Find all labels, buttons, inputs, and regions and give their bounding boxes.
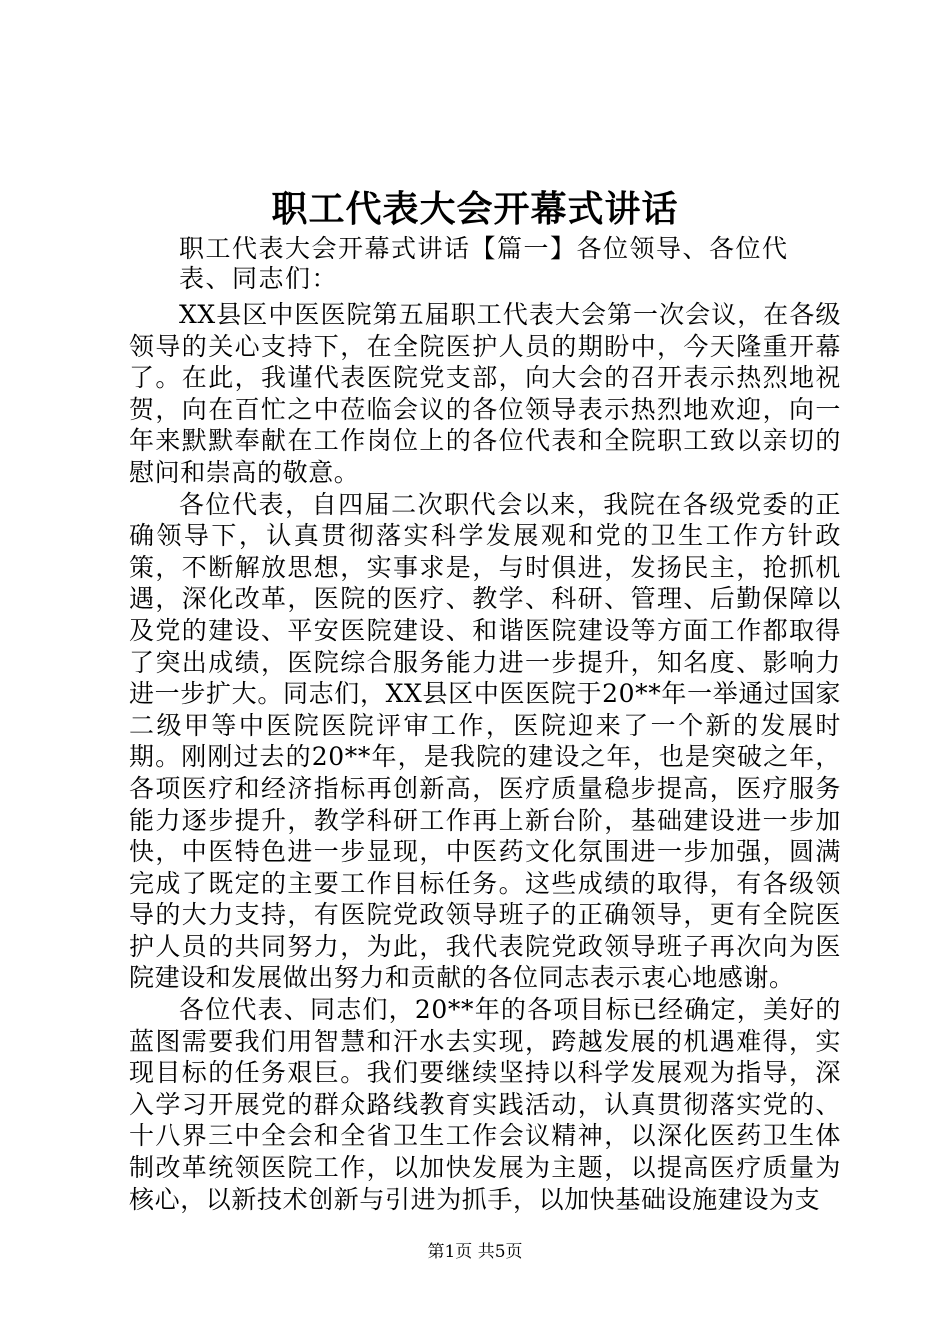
document-subtitle: 职工代表大会开幕式讲话【篇一】各位领导、各位代表、同志们：: [179, 234, 789, 293]
page-footer: 第1页 共5页: [427, 1242, 523, 1262]
body-paragraph-1: XX县区中医医院第五届职工代表大会第一次会议，在各级领导的关心支持下，在全院医护人员的期盼中，今天隆重开幕了。在此，我谨代表医院党支部，向大会的召开表示热烈地祝贺，向在百忙之中莅临会议的各位领导表示热烈地欢迎，向一年来默默奉献在工作岗位上的各位代表和全院职工致以亲切的慰问和崇高的敬意。: [129, 300, 841, 487]
body-paragraph-3: 各位代表、同志们，20**年的各项目标已经确定，美好的蓝图需要我们用智慧和汗水去实现，跨越发展的机遇难得，实现目标的任务艰巨。我们要继续坚持以科学发展观为指导，深入学习开展党的群众路线教育实践活动，认真贯彻落实党的、十八界三中全会和全省卫生工作会议精神，以深化医药卫生体制改革统领医院工作，以加快发展为主题，以提高医疗质量为核心，以新技术创新与引进为抓手，以加快基础设施建设为支: [129, 995, 841, 1214]
document-title: 职工代表大会开幕式讲话: [271, 188, 679, 230]
document-body: [129, 299, 841, 1215]
body-paragraph-2: 各位代表，自四届二次职代会以来，我院在各级党委的正确领导下，认真贯彻落实科学发展观和党的卫生工作方针政策，不断解放思想，实事求是，与时俱进，发扬民主，抢抓机遇，深化改革，医院的医疗、教学、科研、管理、后勤保障以及党的建设、平安医院建设、和谐医院建设等方面工作都取得了突出成绩，医院综合服务能力进一步提升，知名度、影响力进一步扩大。同志们，XX县区中医医院于20**年一举通过国家二级甲等中医院医院评审工作，医院迎来了一个新的发展时期。刚刚过去的20**年，是我院的建设之年，也是突破之年，各项医疗和经济指标再创新高，医疗质量稳步提高，医疗服务能力逐步提升，教学科研工作再上新台阶，基础建设进一步加快，中医特色进一步显现，中医药文化氛围进一步加强，圆满完成了既定的主要工作目标任务。这些成绩的取得，有各级领导的大力支持，有医院党政领导班子的正确领导，更有全院医护人员的共同努力，为此，我代表院党政领导班子再次向为医院建设和发展做出努力和贡献的各位同志表示衷心地感谢。: [129, 489, 841, 993]
